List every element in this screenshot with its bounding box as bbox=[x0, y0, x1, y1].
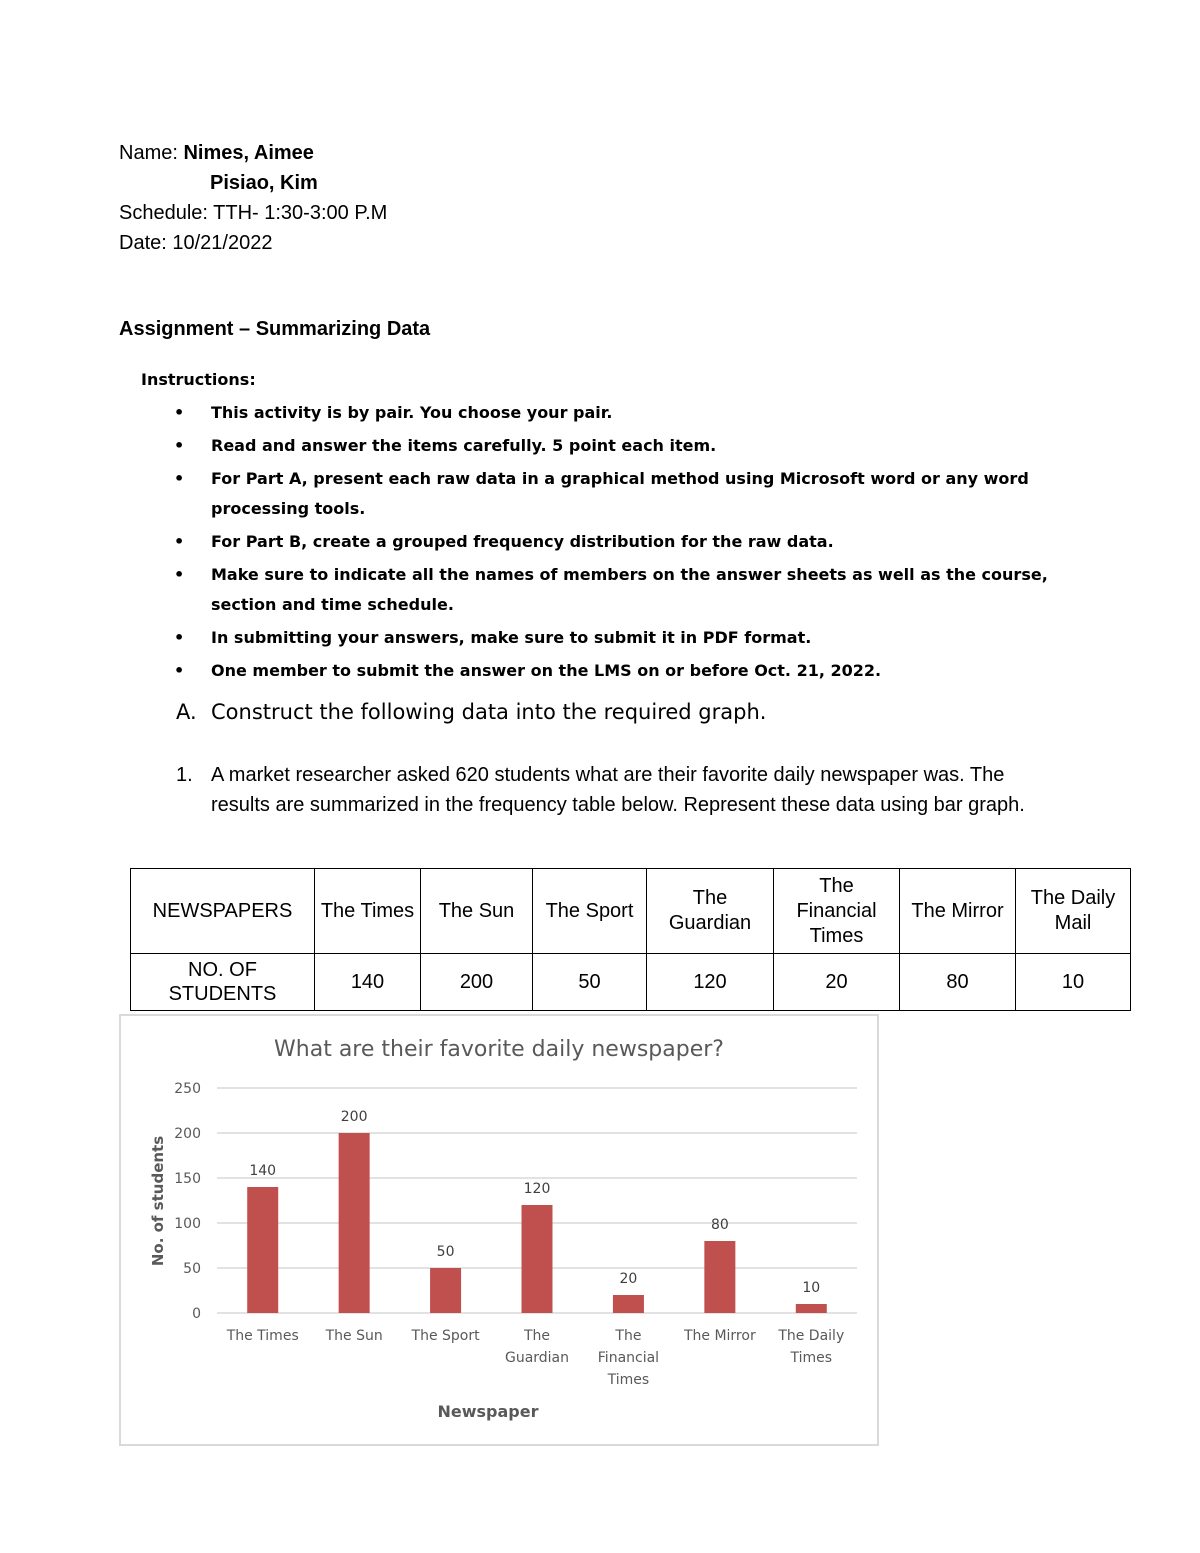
data-label: 140 bbox=[249, 1163, 277, 1179]
data-label: 50 bbox=[436, 1244, 455, 1260]
data-label: 20 bbox=[619, 1271, 638, 1287]
question-text: A market researcher asked 620 students what are their favorite daily newspaper was. The results are summarized in the frequency table below. Represent these data using bar graph. bbox=[211, 764, 1025, 816]
instruction-item: • This activity is by pair. You choose your pair. bbox=[174, 398, 1054, 428]
table-cell: 80 bbox=[900, 954, 1016, 1011]
instruction-item: • For Part B, create a grouped frequency distribution for the raw data. bbox=[174, 527, 1054, 557]
section-a-letter: A. bbox=[176, 700, 197, 724]
table-header-cell: The Sun bbox=[421, 869, 533, 954]
table-cell: 20 bbox=[774, 954, 900, 1011]
x-tick-label: The bbox=[615, 1328, 642, 1344]
instruction-item: • In submitting your answers, make sure to submit it in PDF format. bbox=[174, 623, 1054, 653]
instructions-label: Instructions: bbox=[141, 370, 256, 389]
table-header-row bbox=[131, 869, 1131, 954]
chart-title: What are their favorite daily newspaper? bbox=[274, 1037, 724, 1062]
data-label: 80 bbox=[710, 1217, 729, 1233]
table-row-label: NO. OF STUDENTS bbox=[131, 954, 315, 1011]
instruction-item: • Make sure to indicate all the names of members on the answer sheets as well as the course, section and time schedule. bbox=[174, 560, 1054, 620]
y-tick-label: 50 bbox=[183, 1261, 201, 1277]
schedule-line: Schedule: TTH- 1:30-3:00 P.M bbox=[119, 202, 388, 224]
data-label: 120 bbox=[523, 1181, 551, 1197]
date-line: Date: 10/21/2022 bbox=[119, 232, 273, 254]
table-cell: 140 bbox=[315, 954, 421, 1011]
data-label: 200 bbox=[340, 1109, 368, 1125]
bar bbox=[796, 1304, 827, 1313]
bar bbox=[339, 1133, 370, 1313]
x-tick-label: The bbox=[523, 1328, 551, 1344]
question-number: 1. bbox=[176, 764, 193, 786]
table-cell: 50 bbox=[533, 954, 647, 1011]
bar-chart-container bbox=[119, 1014, 879, 1446]
x-tick-label: The Sport bbox=[411, 1328, 480, 1344]
x-tick-label: The Times bbox=[226, 1328, 299, 1344]
table-header-cell: The Sport bbox=[533, 869, 647, 954]
instructions-list bbox=[174, 398, 1054, 689]
table-cell: 10 bbox=[1016, 954, 1131, 1011]
bar bbox=[522, 1205, 553, 1313]
y-tick-label: 0 bbox=[192, 1306, 201, 1322]
name-label: Name: bbox=[119, 142, 178, 164]
bar bbox=[613, 1295, 644, 1313]
section-a-title: Construct the following data into the required graph. bbox=[211, 700, 767, 724]
data-label: 10 bbox=[802, 1280, 821, 1296]
name-line bbox=[119, 142, 314, 165]
table-header-cell: The Mirror bbox=[900, 869, 1016, 954]
x-tick-label: The Mirror bbox=[683, 1328, 756, 1344]
instruction-item: • One member to submit the answer on the LMS on or before Oct. 21, 2022. bbox=[174, 656, 1054, 686]
table-header-cell: The Times bbox=[315, 869, 421, 954]
instruction-item: • Read and answer the items carefully. 5 point each item. bbox=[174, 431, 1054, 461]
bar bbox=[247, 1187, 278, 1313]
y-tick-label: 200 bbox=[174, 1126, 201, 1142]
member-name-2: Pisiao, Kim bbox=[210, 172, 318, 194]
table-header-cell: NEWSPAPERS bbox=[131, 869, 315, 954]
y-tick-label: 250 bbox=[174, 1081, 201, 1097]
table-row bbox=[131, 954, 1131, 1011]
x-tick-label: Times bbox=[607, 1372, 650, 1388]
frequency-table bbox=[130, 868, 1131, 1011]
member-name-1: Nimes, Aimee bbox=[183, 142, 314, 164]
y-tick-label: 100 bbox=[174, 1216, 201, 1232]
y-tick-label: 150 bbox=[174, 1171, 201, 1187]
assignment-title: Assignment – Summarizing Data bbox=[119, 318, 431, 340]
x-tick-label: The Sun bbox=[325, 1328, 383, 1344]
table-header-cell: The Financial Times bbox=[774, 869, 900, 954]
table-header-cell: The Guardian bbox=[647, 869, 774, 954]
table-cell: 200 bbox=[421, 954, 533, 1011]
x-axis-title: Newspaper bbox=[437, 1402, 539, 1421]
bar bbox=[430, 1268, 461, 1313]
x-tick-label: The Daily bbox=[778, 1328, 845, 1344]
x-tick-label: Guardian bbox=[504, 1350, 570, 1366]
instruction-item: • For Part A, present each raw data in a graphical method using Microsoft word or any word processing tools. bbox=[174, 464, 1054, 524]
x-tick-label: Times bbox=[790, 1350, 833, 1366]
table-header-cell: The Daily Mail bbox=[1016, 869, 1131, 954]
question-1 bbox=[176, 760, 1056, 820]
x-tick-label: Financial bbox=[597, 1350, 660, 1366]
bar-chart bbox=[121, 1016, 877, 1444]
bar bbox=[704, 1241, 735, 1313]
table-cell: 120 bbox=[647, 954, 774, 1011]
y-axis-title: No. of students bbox=[149, 1135, 167, 1267]
